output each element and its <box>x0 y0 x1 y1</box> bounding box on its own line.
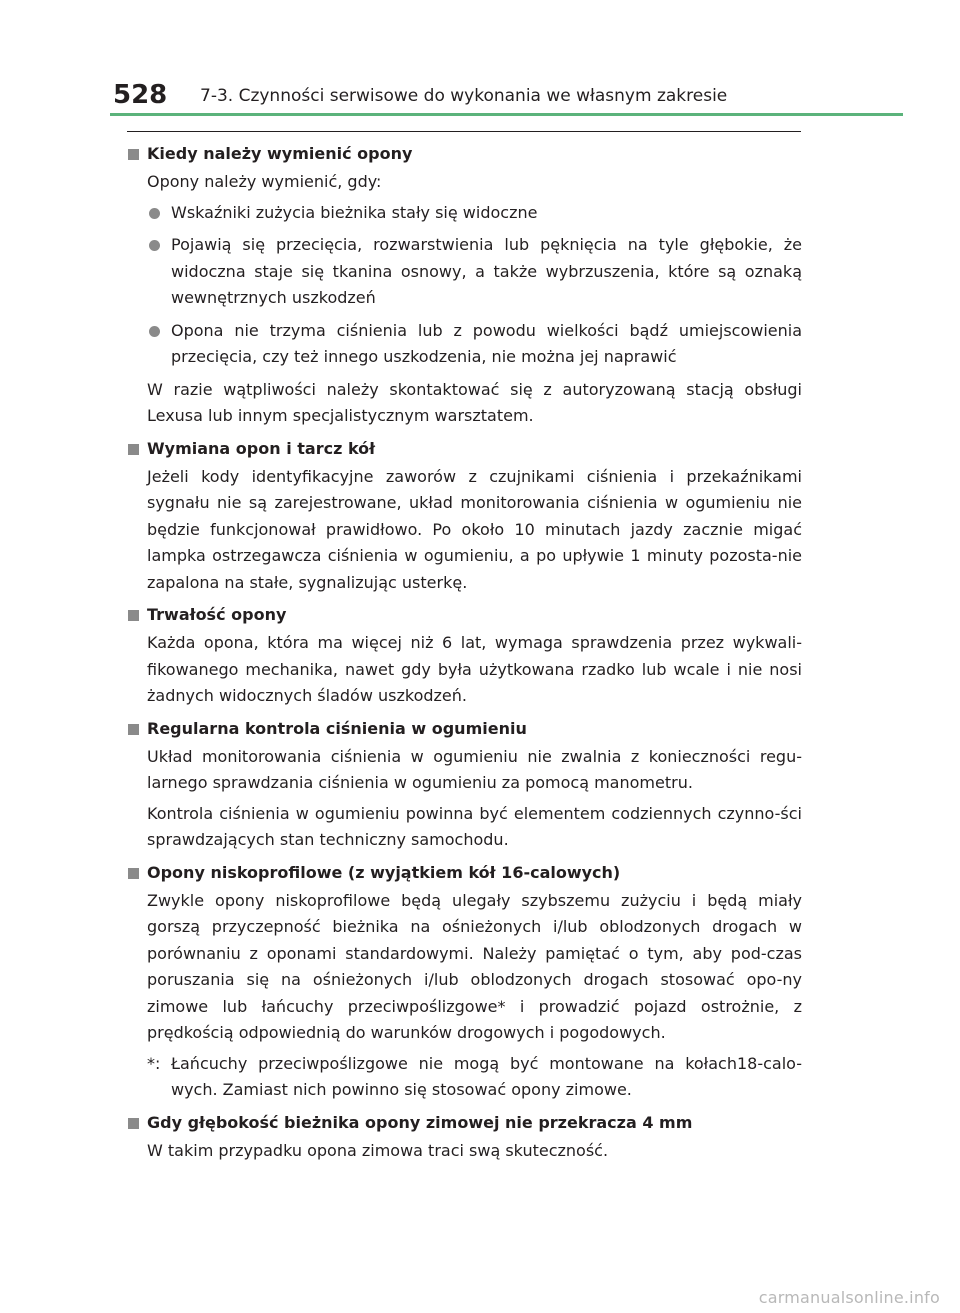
paragraph: Zwykle opony niskoprofilowe będą ulegały szybszemu zużyciu i będą miały gorszą przyczepność bieżnika na ośnieżonych i/lub oblodzonych drogach w porównaniu z oponami standardowymi. Należy pamiętać o tym, aby pod-czas poruszania się na ośnieżonych i/lub oblodzonych drogach stosować opo-ny zimowe lub łańcuchy przeciwpoślizgowe* i prowadzić pojazd ostrożnie, z prędkością odpowiednią do warunków drogowych i pogodowych. <box>147 890 802 1042</box>
paragraph: Jeżeli kody identyfikacyjne zaworów z czujnikami ciśnienia i przekaźnikami sygnału nie są zarejestrowane, układ monitorowania ciśnienia w ogumieniu nie będzie funkcjonował prawidłowo. Po około 10 minutach jazdy zacznie migać lampka ostrzegawcza ciśnienia w ogumieniu, a po upływie 1 minuty pozosta-nie zapalona na stałe, sygnalizując usterkę. <box>147 466 802 592</box>
section-title: Opony niskoprofilowe (z wyjątkiem kół 16-calowych) <box>147 862 621 882</box>
square-bullet-icon <box>128 1118 139 1129</box>
section-tire-durability <box>126 602 802 710</box>
chapter-title: 7-3. Czynności serwisowe do wykonania we własnym zakresie <box>200 86 728 106</box>
paragraph: Układ monitorowania ciśnienia w ogumieniu nie zwalnia z konieczności regu-larnego sprawdzania ciśnienia w ogumieniu za pomocą manometru. <box>147 746 802 792</box>
section-low-profile-tires <box>126 860 802 1104</box>
paragraph: W takim przypadku opona zimowa traci swą skuteczność. <box>147 1140 609 1160</box>
section-heading <box>126 860 802 886</box>
page-content <box>126 141 802 1170</box>
page-header <box>0 0 960 118</box>
footnote-mark: *: <box>147 1053 161 1073</box>
section-heading <box>126 141 802 167</box>
section-heading <box>126 716 802 742</box>
round-bullet-icon <box>149 240 160 251</box>
list-item-text: Pojawią się przecięcia, rozwarstwienia lub pęknięcia na tyle głębokie, że widoczna staje się tkanina osnowy, a także wybrzuszenia, które są oznaką wewnętrznych uszkodzeń <box>171 235 802 307</box>
footnote <box>126 1051 802 1104</box>
paragraph: W razie wątpliwości należy skontaktować się z autoryzowaną stacją obsługi Lexusa lub innym specjalistycznym warsztatem. <box>147 379 802 425</box>
square-bullet-icon <box>128 610 139 621</box>
section-divider <box>127 131 801 132</box>
section-when-replace <box>126 141 802 430</box>
square-bullet-icon <box>128 868 139 879</box>
square-bullet-icon <box>128 724 139 735</box>
paragraph: Kontrola ciśnienia w ogumieniu powinna być elementem codziennych czynno-ści sprawdzających stan techniczny samochodu. <box>147 803 802 849</box>
section-heading <box>126 1110 802 1136</box>
list-item <box>126 318 802 371</box>
paragraph: Każda opona, która ma więcej niż 6 lat, wymaga sprawdzenia przez wykwali-fikowanego mechanika, nawet gdy była użytkowana rzadko lub wcale i nie nosi żadnych widocznych śladów uszkodzeń. <box>147 633 802 705</box>
list-item <box>126 200 802 227</box>
watermark: carmanualsonline.info <box>758 1288 940 1307</box>
section-title: Wymiana opon i tarcz kół <box>147 438 376 458</box>
section-pressure-check <box>126 716 802 854</box>
list-item-text: Wskaźniki zużycia bieżnika stały się widoczne <box>171 202 538 222</box>
page-number: 528 <box>113 80 168 110</box>
square-bullet-icon <box>128 149 139 160</box>
section-heading <box>126 436 802 462</box>
round-bullet-icon <box>149 208 160 219</box>
footnote-text: Łańcuchy przeciwpoślizgowe nie mogą być montowane na kołach18-calo-wych. Zamiast nich powinno się stosować opony zimowe. <box>171 1053 802 1099</box>
section-title: Gdy głębokość bieżnika opony zimowej nie przekracza 4 mm <box>147 1112 693 1132</box>
list-item-text: Opona nie trzyma ciśnienia lub z powodu wielkości bądź umiejscowienia przecięcia, czy też innego uszkodzenia, nie można jej naprawić <box>171 320 802 366</box>
square-bullet-icon <box>128 444 139 455</box>
header-rule <box>110 113 903 116</box>
section-title: Regularna kontrola ciśnienia w ogumieniu <box>147 718 527 738</box>
list-item <box>126 232 802 312</box>
section-title: Kiedy należy wymienić opony <box>147 144 413 163</box>
round-bullet-icon <box>149 326 160 337</box>
paragraph: Opony należy wymienić, gdy: <box>147 172 382 191</box>
section-title: Trwałość opony <box>147 605 287 624</box>
section-heading <box>126 602 802 628</box>
section-winter-tread-depth <box>126 1110 802 1165</box>
section-tire-wheel-replacement <box>126 436 802 597</box>
